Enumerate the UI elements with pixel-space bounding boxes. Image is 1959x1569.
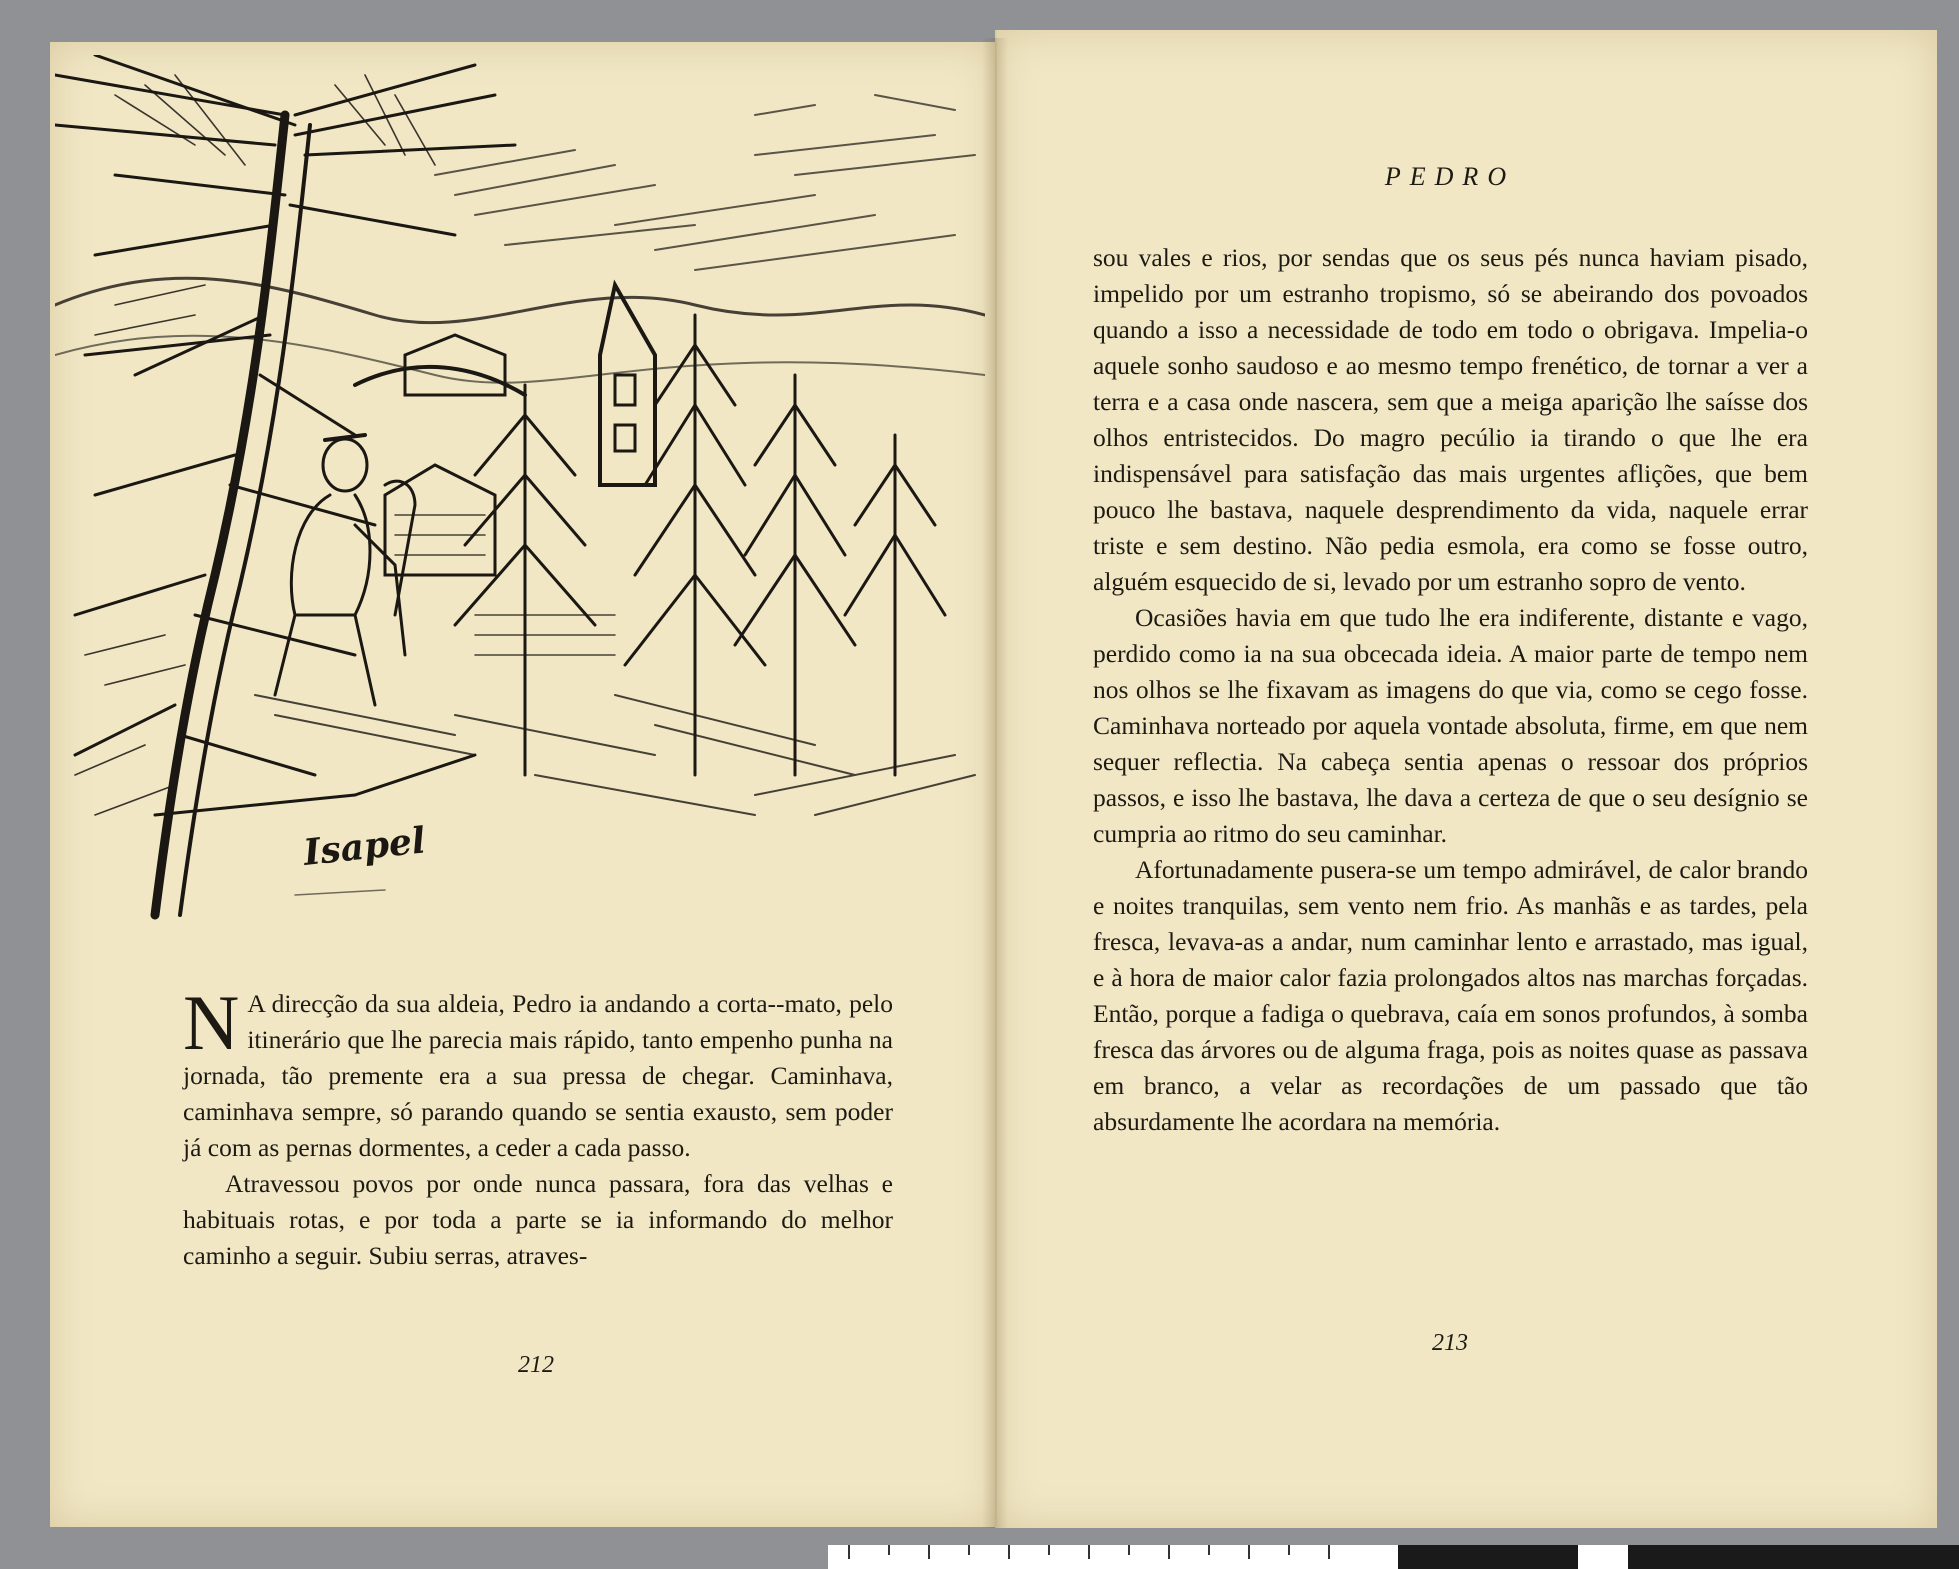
drop-cap: N [183,979,240,1066]
left-paragraph-1 [183,979,893,1166]
page-number-left: 212 [518,1352,554,1378]
right-page-text [1093,240,1808,1140]
illustration-signature: Isapel [301,819,428,874]
left-page-text [183,979,893,1274]
right-paragraph-1: sou vales e rios, por sendas que os seus pés nunca haviam pisado, impelido por um estranho tropismo, só se abeirando dos povoados quando a isso a necessidade de todo em todo o obrigava. Impelia-o aquele sonho saudoso e ao mesmo tempo frenético, de tornar a ver a terra e a casa onde nascera, sem que a meiga aparição lhe saísse dos olhos entristecidos. Do magro pecúlio ia tirando o que lhe era indispensável para satisfação das mais urgentes aflições, que bem pouco lhe bastava, naquele desprendimento da vida, naquele errar triste e sem destino. Não pedia esmola, era como se fosse outro, alguém esquecido de si, levado por um estranho sopro de vento. [1093,243,1808,596]
right-paragraph-2: Ocasiões havia em que tudo lhe era indiferente, distante e vago, perdido como ia na sua obcecada ideia. A maior parte de tempo nem nos olhos se lhe fixavam as imagens do que via, como se cego fosse. Caminhava norteado por aquela vontade absoluta, firme, em que nem sequer reflectia. Na cabeça sentia apenas o ressoar dos próprios passos, e isso lhe bastava, lhe dava a certeza de que o seu desígnio se cumpria ao ritmo do seu caminhar. [1093,603,1808,848]
left-paragraph-2: Atravessou povos por onde nunca passara, fora das velhas e habituais rotas, e por toda a parte se ia informando do melhor caminho a seguir. Subiu serras, atraves- [183,1169,893,1270]
left-paragraph-1-text: A direcção da sua aldeia, Pedro ia andando a corta--mato, pelo itinerário que lhe parecia mais rápido, tanto empenho punha na jornada, tão premente era a sua pressa de chegar. Caminhava, caminhava sempre, só parando quando se sentia exausto, sem poder já com as pernas dormentes, a ceder a cada passo. [183,989,893,1162]
page-number-right: 213 [1432,1330,1468,1356]
running-head: PEDRO [1384,162,1516,191]
right-paragraph-3: Afortunadamente pusera-se um tempo admirável, de calor brando e noites tranquilas, sem vento nem frio. As manhãs e as tardes, pela fresca, levava-as a andar, num caminhar lento e arrastado, mas igual, e à hora de maior calor fazia prolongados altos nas marchas forçadas. Então, porque a fadiga o quebrava, caía em sonos profundos, à somba fresca das árvores ou de alguma fraga, pois as noites quase as passava em branco, a velar as recordações de um passado que tão absurdamente lhe acordara na memória. [1093,855,1808,1136]
scale-ruler [828,1545,1959,1569]
book-spine [982,38,1008,1528]
ink-illustration [55,55,985,935]
